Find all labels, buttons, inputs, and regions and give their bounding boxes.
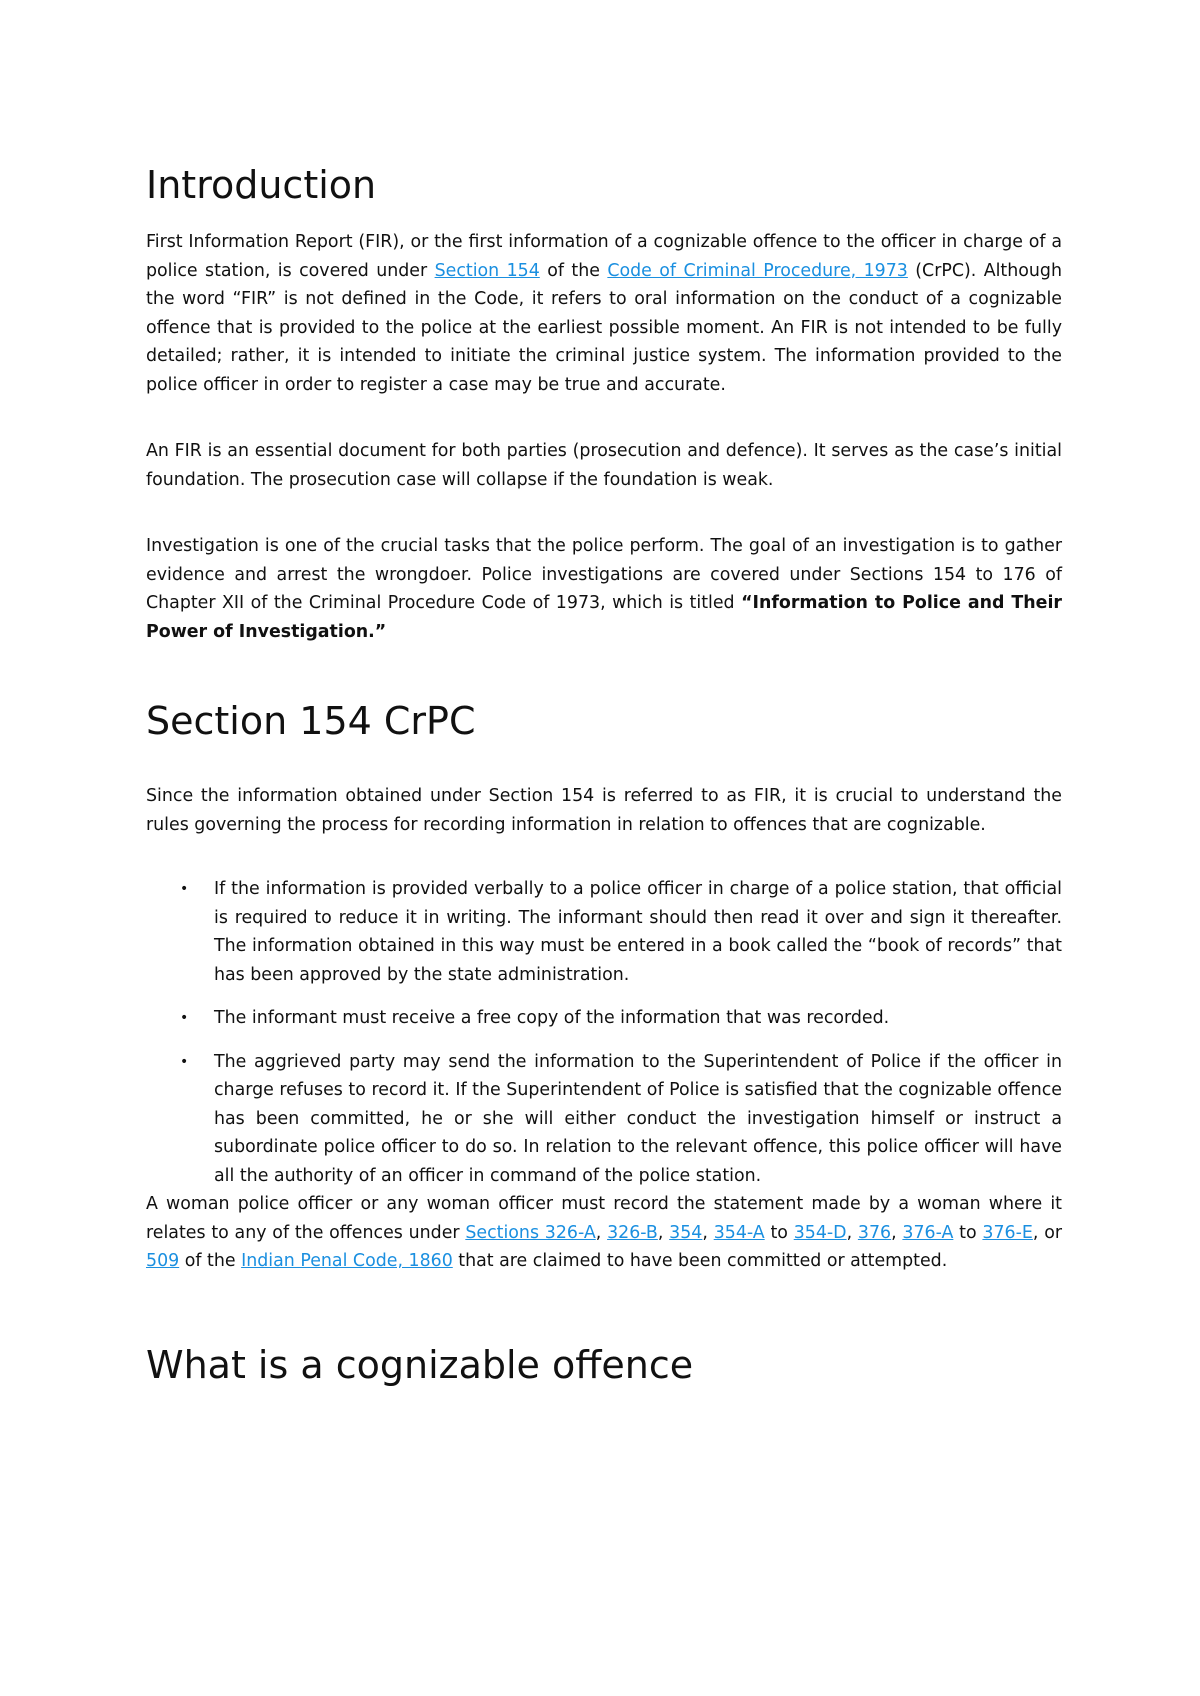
bullet-icon: •	[180, 881, 189, 897]
link-354[interactable]: 354	[669, 1222, 703, 1243]
s154-p2-sep: ,	[657, 1222, 670, 1243]
document-page	[146, 162, 1062, 1388]
intro-p1-text-3: (CrPC). Although the word “FIR” is not defined in the Code, it refers to oral information on the conduct of a cognizable offence that is provided to the police at the earliest possible moment. An FIR is not intended to be fully detailed; rather, it is intended to initiate the criminal justice system. The information provided to the police officer in order to register a case may be true and accurate.	[146, 260, 1062, 395]
list-item-text: The informant must receive a free copy of the information that was recorded.	[214, 1008, 890, 1028]
link-354a[interactable]: 354-A	[713, 1222, 765, 1243]
link-section-326a[interactable]: Sections 326-A	[465, 1222, 596, 1243]
list-item-text: The aggrieved party may send the information to the Superintendent of Police if the officer in charge refuses to record it. If the Superintendent of Police is satisfied that the cognizable offence has been committed, he or she will either conduct the investigation himself or instruct a subordinate police officer to do so. In relation to the relevant offence, this police officer will have all the authority of an officer in command of the police station.	[214, 1051, 1062, 1186]
list-item-text: If the information is provided verbally to a police officer in charge of a police station, that official is required to reduce it in writing. The informant should then read it over and sign it thereafter. The information obtained in this way must be entered in a book called the “book of records” that has been approved by the state administration.	[214, 879, 1062, 985]
s154-p2-sep: of the	[179, 1251, 242, 1271]
link-code-of-criminal-procedure[interactable]: Code of Criminal Procedure, 1973	[607, 260, 908, 281]
link-509[interactable]: 509	[146, 1251, 180, 1271]
bullet-icon: •	[180, 1053, 189, 1070]
section154-paragraph-1: Since the information obtained under Section 154 is referred to as FIR, it is crucial to understand the rules governing the process for recording information in relation to offences that are cognizable.	[146, 786, 1062, 835]
link-376a[interactable]: 376-A	[902, 1222, 954, 1243]
intro-p1-text-1: First Information Report (FIR), or the first information of a cognizable offence to the officer in charge of a police station, is covered under	[146, 232, 1062, 281]
intro-p3-bold-title: “Information to Police and Their Power of Investigation.”	[146, 593, 1062, 642]
list-item	[180, 875, 1062, 989]
s154-p2-sep: ,	[702, 1222, 714, 1243]
link-section-154[interactable]: Section 154	[434, 260, 540, 281]
s154-p2-sep: ,	[891, 1222, 903, 1243]
heading-section-154: Section 154 CrPC	[146, 699, 476, 743]
s154-p2-sep: , or	[1032, 1222, 1062, 1243]
link-indian-penal-code[interactable]: Indian Penal Code, 1860	[241, 1251, 453, 1271]
link-376e[interactable]: 376-E	[982, 1222, 1033, 1243]
intro-paragraph-1	[146, 228, 1062, 399]
intro-p1-text-2: of the	[539, 260, 608, 281]
s154-p2-sep: to	[953, 1222, 983, 1243]
s154-p2-sep: to	[764, 1222, 794, 1243]
link-326b[interactable]: 326-B	[607, 1222, 658, 1243]
link-376[interactable]: 376	[857, 1222, 892, 1243]
section154-paragraph-2	[146, 1190, 1062, 1276]
bullet-icon: •	[180, 1010, 189, 1026]
s154-p2-text-end: that are claimed to have been committed or attempted.	[452, 1251, 948, 1271]
intro-paragraph-2: An FIR is an essential document for both parties (prosecution and defence). It serves as the case’s initial foundation. The prosecution case will collapse if the foundation is weak.	[146, 441, 1062, 490]
section154-bullet-list	[146, 875, 1062, 1190]
heading-introduction: Introduction	[146, 163, 377, 207]
list-item	[180, 1004, 1062, 1033]
s154-p2-sep: ,	[595, 1222, 608, 1243]
intro-paragraph-3	[146, 532, 1062, 646]
s154-p2-sep: ,	[846, 1222, 858, 1243]
list-item	[180, 1048, 1062, 1191]
s154-p2-text-1: A woman police officer or any woman officer must record the statement made by a woman where it relates to any of the offences under	[146, 1194, 1062, 1243]
intro-p3-text: Investigation is one of the crucial tasks that the police perform. The goal of an investigation is to gather evidence and arrest the wrongdoer. Police investigations are covered under Sections 154 to 176 of Chapter XII of the Criminal Procedure Code of 1973, which is titled	[146, 536, 1062, 613]
heading-cognizable-offence: What is a cognizable offence	[146, 1342, 694, 1387]
link-354d[interactable]: 354-D	[793, 1222, 847, 1243]
